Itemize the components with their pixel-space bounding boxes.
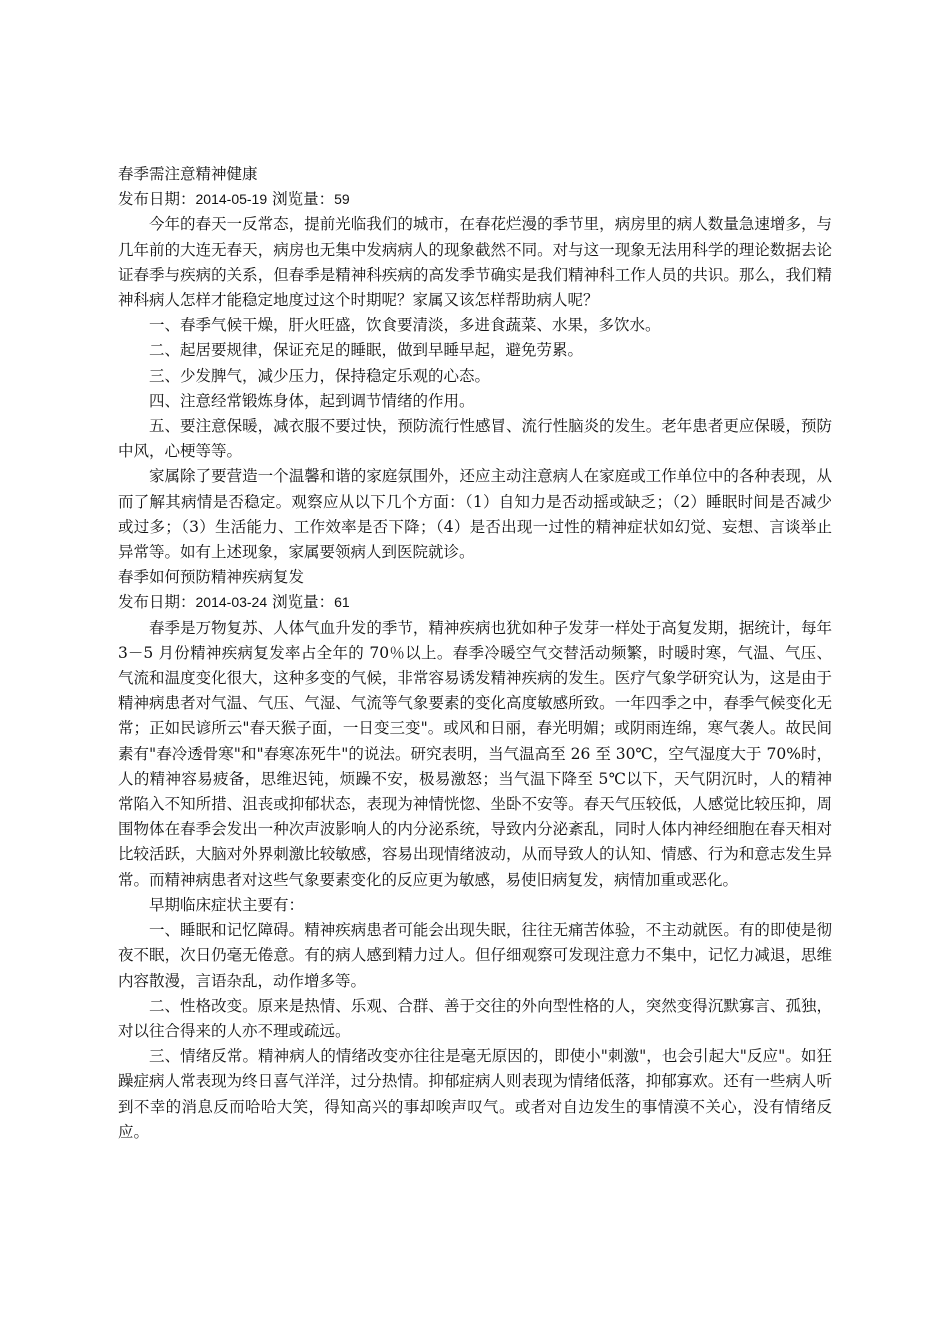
paragraph: 早期临床症状主要有： bbox=[149, 895, 305, 914]
article-title: 春季需注意精神健康 bbox=[118, 165, 258, 183]
paragraph: 春季是万物复苏、人体气血升发的季节，精神疾病也犹如种子发芽一样处于高复发期，据统计，每年 3－5 月份精神疾病复发率占全年的 70％以上。春季冷暖空气交替活动频繁，时暖时寒，气温、气压、气流和温度变化很大，这种多变的气候，非常容易诱发精神疾病的发生。医疗气象学研究认为，这是由于精神病患者对气温、气压、气湿、气流等气象要素的变化高度敏感所致。一年四季之中，春季气候变化无常；正如民谚所云"春天猴子面，一日变三变"。或风和日丽，春光明媚；或阴雨连绵，寒气袭人。故民间素有"春冷透骨寒"和"春寒冻死牛"的说法。研究表明，当气温高至 26 至 30℃，空气湿度大于 70%时，人的精神容易疲备，思维迟钝，烦躁不安，极易激怒；当气温下降至 5℃以下，天气阴沉时，人的精神常陷入不知所措、沮丧或抑郁状态，表现为神情恍惚、坐卧不安等。春天气压较低，人感觉比较压抑，周围物体在春季会发出一种次声波影响人的内分泌系统，导致内分泌紊乱，同时人体内神经细胞在春天相对比较活跃，大脑对外界刺激比较敏感，容易出现情绪波动，从而导致人的认知、情感、行为和意志发生异常。而精神病患者对这些气象要素变化的反应更为敏感，易使旧病复发，病情加重或恶化。 bbox=[118, 618, 832, 889]
view-count: 61 bbox=[334, 594, 350, 611]
date-label: 发布日期： bbox=[118, 190, 196, 209]
paragraph: 三、情绪反常。精神病人的情绪改变亦往往是毫无原因的，即使小"刺激"，也会引起大"反应"。如狂躁症病人常表现为终日喜气洋洋，过分热情。抑郁症病人则表现为情绪低落，抑郁寡欢。还有一些病人听到不幸的消息反而哈哈大笑，得知高兴的事却唉声叹气。或者对自边发生的事情漠不关心，没有情绪反应。 bbox=[118, 1047, 832, 1141]
date-label: 发布日期： bbox=[118, 593, 196, 612]
paragraph: 一、春季气候干燥，肝火旺盛，饮食要清淡，多进食蔬菜、水果，多饮水。 bbox=[149, 316, 661, 335]
article-title: 春季如何预防精神疾病复发 bbox=[118, 568, 305, 587]
views-label: 浏览量： bbox=[272, 190, 335, 209]
paragraph: 四、注意经常锻炼身体，起到调节情绪的作用。 bbox=[149, 391, 475, 410]
article-meta bbox=[118, 590, 832, 615]
paragraph: 二、起居要规律，保证充足的睡眠，做到早睡早起，避免劳累。 bbox=[149, 341, 584, 360]
article-2 bbox=[118, 565, 832, 1145]
paragraph: 今年的春天一反常态，提前光临我们的城市，在春花烂漫的季节里，病房里的病人数量急速增多，与几年前的大连无春天，病房也无集中发病病人的现象截然不同。对与这一现象无法用科学的理论数据去论证春季与疾病的关系，但春季是精神科疾病的高发季节确实是我们精神科工作人员的共识。那么，我们精神科病人怎样才能稳定地度过这个时期呢？家属又该怎样帮助病人呢？ bbox=[118, 215, 832, 310]
publish-date: 2014-03-24 bbox=[195, 594, 268, 611]
paragraph: 五、要注意保暖，减衣服不要过快，预防流行性感冒、流行性脑炎的发生。老年患者更应保暖，预防中风，心梗等等。 bbox=[118, 417, 832, 461]
paragraph: 二、性格改变。原来是热情、乐观、合群、善于交往的外向型性格的人，突然变得沉默寡言、孤独，对以往合得来的人亦不理或疏远。 bbox=[118, 996, 832, 1040]
document-page bbox=[118, 162, 832, 1145]
publish-date: 2014-05-19 bbox=[195, 191, 268, 208]
paragraph: 三、少发脾气，减少压力，保持稳定乐观的心态。 bbox=[149, 366, 491, 385]
article-meta bbox=[118, 187, 832, 212]
paragraph: 一、睡眠和记忆障碍。精神疾病患者可能会出现失眠，往往无痛苦体验，不主动就医。有的即使是彻夜不眠，次日仍毫无倦意。有的病人感到精力过人。但仔细观察可发现注意力不集中，记忆力减退，思维内容散漫，言语杂乱，动作增多等。 bbox=[118, 921, 832, 990]
view-count: 59 bbox=[334, 191, 350, 208]
paragraph: 家属除了要营造一个温馨和谐的家庭氛围外，还应主动注意病人在家庭或工作单位中的各种表现，从而了解其病情是否稳定。观察应从以下几个方面：（1）自知力是否动摇或缺乏；（2）睡眠时间是否减少或过多；（3）生活能力、工作效率是否下降；（4）是否出现一过性的精神症状如幻觉、妄想、言谈举止异常等。如有上述现象，家属要领病人到医院就诊。 bbox=[118, 467, 832, 562]
article-1 bbox=[118, 162, 832, 565]
views-label: 浏览量： bbox=[272, 593, 335, 612]
